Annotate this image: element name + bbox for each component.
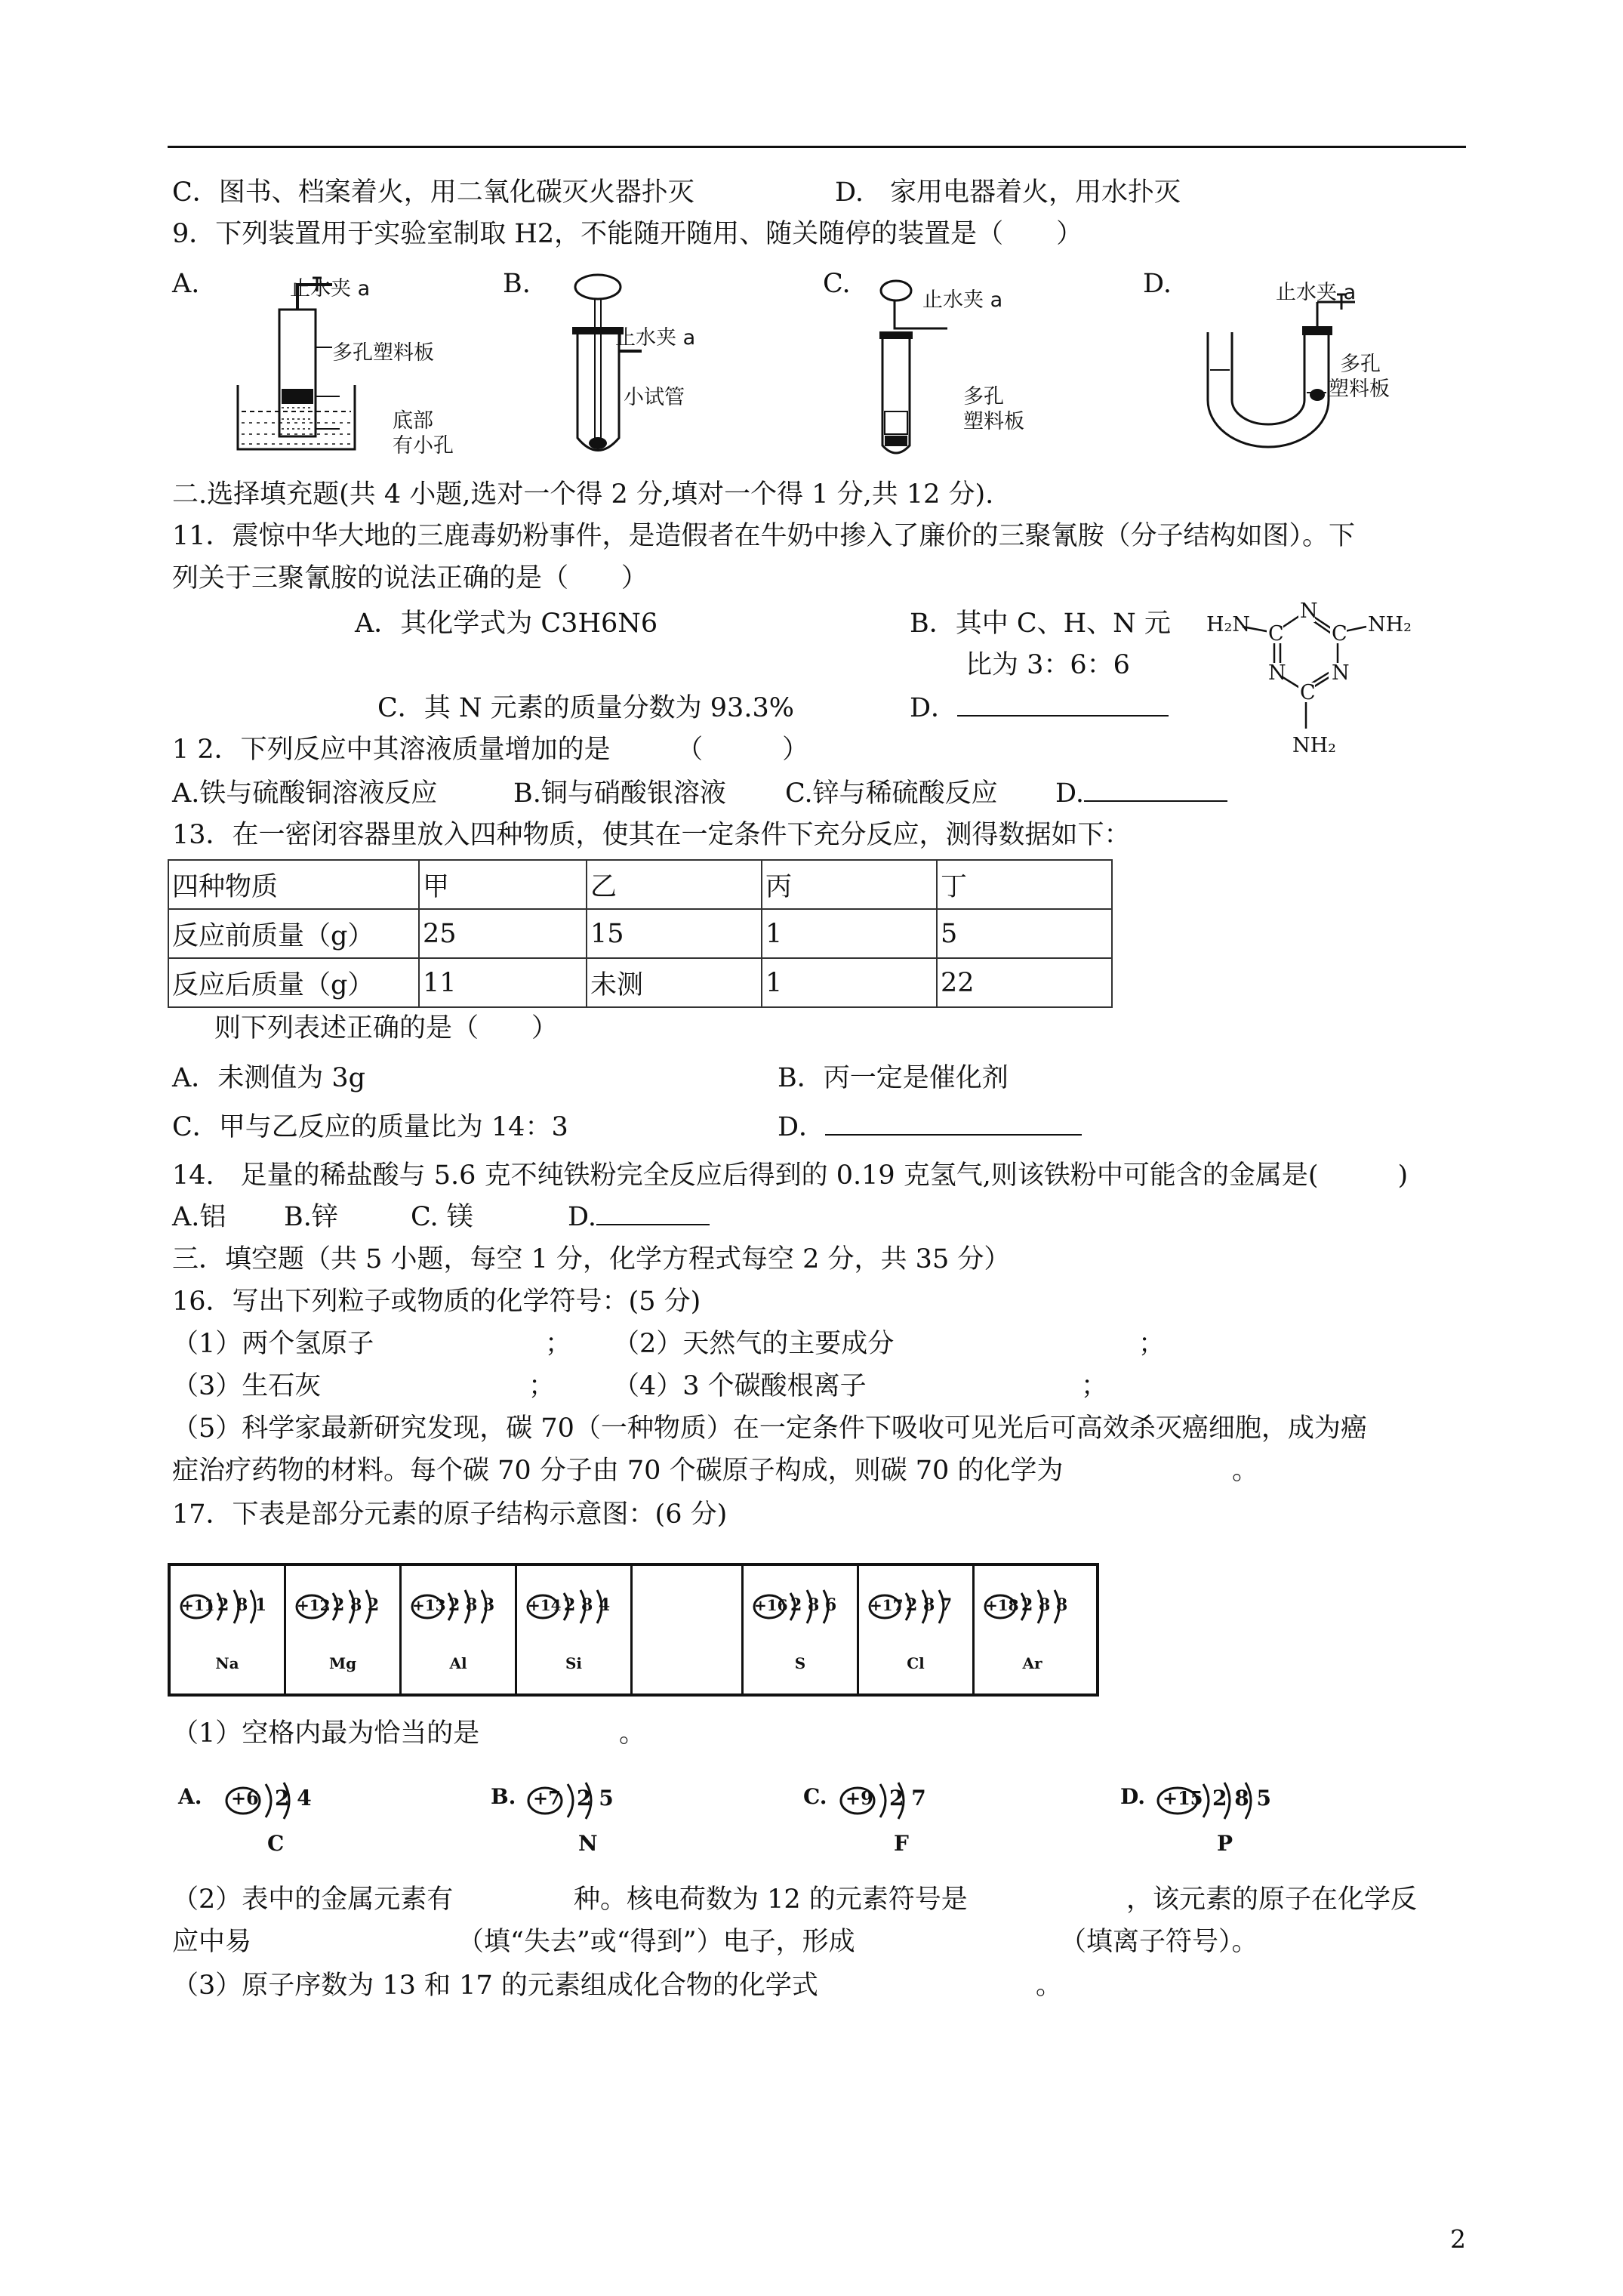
nh2-left: H₂N [1206, 613, 1250, 636]
q9-label-a: A. [172, 269, 200, 299]
ring-n-left: N [1268, 661, 1286, 685]
q14-option-d: D. [568, 1200, 710, 1234]
shell-electrons: 2 8 6 [790, 1595, 837, 1615]
q11-stem-line2: 列关于三聚氰胺的说法正确的是（ ） [172, 563, 648, 593]
q12-option-c: C.锌与稀硫酸反应 [785, 778, 998, 809]
nucleus-charge: +14 [528, 1596, 562, 1614]
q17-option-a [178, 1763, 374, 1861]
plate-d-label-1: 多孔 [1340, 353, 1381, 376]
table-cell: 四种物质 [168, 860, 419, 909]
q12-option-a: A.铁与硫酸铜溶液反应 [172, 778, 438, 809]
q12-stem: 1 2．下列反应中其溶液质量增加的是 （ ） [172, 735, 809, 765]
q14-option-a: A.铝 [172, 1202, 226, 1232]
q16-item-3: （3）生石灰 [172, 1371, 322, 1401]
table-cell: 5 [937, 909, 1112, 958]
nucleus-charge: +18 [985, 1596, 1019, 1614]
q17-part-2-line1-c: ，该元素的原子在化学反 [1126, 1885, 1418, 1915]
page-number: 2 [1450, 2224, 1466, 2254]
element-symbol: Si [565, 1654, 583, 1672]
q16-semi-4: ； [1081, 1371, 1108, 1401]
element-symbol: Na [215, 1654, 239, 1672]
q13-option-b: B．丙一定是催化剂 [778, 1063, 1009, 1093]
q17-stem: 17．下表是部分元素的原子结构示意图：(6 分) [172, 1499, 728, 1530]
table-row [168, 909, 1112, 958]
q16-item-5-line2: 症治疗药物的材料。每个碳 70 分子由 70 个碳原子构成，则碳 70 的化学为 [172, 1456, 1064, 1486]
q13-option-a: A．未测值为 3g [172, 1063, 366, 1093]
ring-n-right: N [1332, 661, 1350, 685]
table-cell: 丙 [762, 860, 937, 909]
clamp-a-label: 止水夹 a [290, 277, 371, 300]
nucleus-charge: +15 [1163, 1787, 1203, 1809]
q14-option-c: C. 镁 [411, 1202, 473, 1232]
element-symbol: Cl [907, 1654, 925, 1672]
q8-option-d: D. 家用电器着火，用水扑灭 [835, 177, 1181, 208]
q16-semi-3: ； [528, 1371, 556, 1401]
q14-option-b: B.锌 [284, 1202, 338, 1232]
shell-electrons: 2 7 [889, 1786, 926, 1811]
table-cell: 甲 [419, 860, 587, 909]
element-symbol: N [578, 1831, 598, 1856]
nucleus-charge: +11 [181, 1596, 215, 1614]
table-cell: 反应前质量（g） [168, 909, 419, 958]
element-cell-blank [633, 1566, 744, 1693]
nucleus-charge: +17 [870, 1596, 904, 1614]
q9-label-c: C. [823, 269, 851, 299]
shell-electrons: 2 8 2 [333, 1595, 380, 1615]
plate-c-label-1: 多孔 [963, 385, 1004, 408]
q9-label-d: D. [1143, 269, 1172, 299]
element-cell-cl [859, 1566, 975, 1693]
element-symbol: P [1217, 1831, 1233, 1856]
nucleus-charge: +6 [231, 1787, 259, 1809]
q17-part-3: （3）原子序数为 13 和 17 的元素组成化合物的化学式 [172, 1971, 818, 2001]
element-cell-na [171, 1566, 286, 1693]
plate-a-label: 多孔塑料板 [332, 341, 434, 365]
table-header-row [168, 860, 1112, 909]
q12-option-b: B.铜与硝酸银溶液 [513, 778, 726, 809]
section-2-heading: 二.选择填充题(共 4 小题,选对一个得 2 分,填对一个得 1 分,共 12 分). [172, 479, 994, 510]
q17-part-1: （1）空格内最为恰当的是 [172, 1718, 480, 1749]
hole-a-label-2: 有小孔 [393, 434, 454, 458]
q14-stem: 14. 足量的稀盐酸与 5.6 克不纯铁粉完全反应后得到的 0.19 克氢气,则该铁粉中可能含的金属是( ) [172, 1160, 1409, 1191]
ring-c-left: C [1268, 622, 1284, 646]
clamp-d-label: 止水夹 a [1276, 281, 1357, 304]
q9-stem: 9．下列装置用于实验室制取 H2，不能随开随用、随关随停的装置是（ ） [172, 219, 1083, 249]
table-cell: 22 [937, 958, 1112, 1007]
q16-stem: 16．写出下列粒子或物质的化学符号：(5 分) [172, 1287, 701, 1317]
ring-n-top: N [1300, 599, 1318, 623]
q17-part-2-line2-c: （填离子符号）。 [1060, 1927, 1258, 1957]
ring-c-bottom: C [1300, 681, 1316, 704]
q8-option-c: C．图书、档案着火，用二氧化碳灭火器扑灭 [172, 177, 694, 208]
q11-option-b-line2: 比为 3：6：6 [965, 650, 1130, 680]
nh2-right: NH₂ [1368, 613, 1412, 636]
element-cell-s [744, 1566, 859, 1693]
element-symbol: Ar [1022, 1654, 1042, 1672]
table-cell: 未测 [587, 958, 762, 1007]
tube-b-label: 小试管 [624, 386, 685, 409]
q11-option-d: D． [910, 692, 1169, 725]
q17-part-2-line2-b: （填“失去”或“得到”）电子，形成 [457, 1927, 855, 1957]
shell-electrons: 2 8 1 [217, 1595, 268, 1615]
element-symbol: Mg [328, 1654, 357, 1672]
element-symbol: C [267, 1831, 285, 1856]
shell-electrons: 2 8 8 [1021, 1595, 1068, 1615]
q11-stem-line1: 11．震惊中华大地的三鹿毒奶粉事件，是造假者在牛奶中掺入了廉价的三聚氰胺（分子结构如图）。下 [172, 521, 1356, 551]
q17-option-d [1120, 1763, 1347, 1861]
option-letter: B. [491, 1784, 516, 1809]
plate-d-label-2: 塑料板 [1329, 378, 1390, 401]
element-symbol: F [894, 1831, 909, 1856]
shell-electrons: 2 8 3 [448, 1595, 495, 1615]
table-row [168, 958, 1112, 1007]
element-cell-al [402, 1566, 517, 1693]
q17-part-3-period: 。 [1036, 1971, 1063, 2001]
q17-option-b [491, 1763, 687, 1861]
clamp-c-label: 止水夹 a [922, 288, 1003, 312]
section-3-heading: 三．填空题（共 5 小题，每空 1 分，化学方程式每空 2 分，共 35 分） [172, 1244, 1011, 1274]
q16-item-5-line1: （5）科学家最新研究发现，碳 70（一种物质）在一定条件下吸收可见光后可高效杀灭癌细胞，成为癌 [172, 1413, 1367, 1444]
q13-option-d: D． [778, 1111, 1082, 1144]
atomic-structure-table [168, 1563, 1099, 1697]
q16-item-4: （4）3 个碳酸根离子 [613, 1371, 867, 1401]
option-letter: C. [803, 1784, 827, 1809]
q17-option-c [803, 1763, 999, 1861]
q17-part-2-line2-a: 应中易 [172, 1927, 252, 1957]
hole-a-label-1: 底部 [393, 409, 433, 433]
q16-item-5-period: 。 [1232, 1456, 1259, 1486]
shell-electrons: 2 8 4 [564, 1595, 611, 1615]
nucleus-charge: +9 [845, 1787, 873, 1809]
table-cell: 乙 [587, 860, 762, 909]
nucleus-charge: +12 [297, 1596, 331, 1614]
q13-ask: 则下列表述正确的是（ ） [214, 1013, 559, 1043]
nh2-bottom: NH₂ [1292, 734, 1336, 757]
table-cell: 25 [419, 909, 587, 958]
q16-item-1: （1）两个氢原子 [172, 1329, 374, 1359]
q16-item-2: （2）天然气的主要成分 [613, 1329, 895, 1359]
apparatus-b-diagram [551, 268, 642, 461]
element-cell-si [517, 1566, 633, 1693]
shell-electrons: 2 8 5 [1212, 1786, 1271, 1811]
header-rule [168, 146, 1466, 148]
element-symbol: S [794, 1654, 806, 1672]
option-letter: A. [178, 1784, 202, 1809]
q16-semi-1: ； [545, 1329, 572, 1359]
option-letter: D. [1120, 1784, 1146, 1809]
shell-electrons: 2 5 [577, 1786, 614, 1811]
q17-part-1-period: 。 [619, 1718, 646, 1749]
q13-data-table [168, 859, 1113, 1008]
table-cell: 11 [419, 958, 587, 1007]
table-cell: 1 [762, 909, 937, 958]
element-symbol: Al [449, 1654, 467, 1672]
q17-part-2-line1-a: （2）表中的金属元素有 [172, 1885, 454, 1915]
q13-option-c: C．甲与乙反应的质量比为 14：3 [172, 1112, 568, 1142]
table-cell: 反应后质量（g） [168, 958, 419, 1007]
q12-option-d: D. [1055, 777, 1227, 810]
q13-stem: 13．在一密闭容器里放入四种物质，使其在一定条件下充分反应，测得数据如下： [172, 820, 1131, 850]
nucleus-charge: +16 [754, 1596, 788, 1614]
q11-option-a: A．其化学式为 C3H6N6 [355, 609, 658, 639]
q17-part-2-line1-b: 种。核电荷数为 12 的元素符号是 [574, 1885, 968, 1915]
table-cell: 丁 [937, 860, 1112, 909]
nucleus-charge: +7 [533, 1787, 561, 1809]
shell-electrons: 2 8 7 [906, 1595, 953, 1615]
plate-c-label-2: 塑料板 [963, 410, 1024, 433]
shell-electrons: 2 4 [275, 1786, 312, 1811]
element-cell-ar [975, 1566, 1090, 1693]
q9-label-b: B. [503, 269, 531, 299]
nucleus-charge: +13 [412, 1596, 446, 1614]
q11-option-b-line1: B．其中 C、H、N 元 [910, 609, 1171, 639]
q11-option-c: C．其 N 元素的质量分数为 93.3% [377, 693, 794, 723]
clamp-b-label: 止水夹 a [615, 326, 696, 350]
element-cell-mg [286, 1566, 402, 1693]
ring-c-right: C [1332, 622, 1347, 646]
q16-semi-2: ； [1138, 1329, 1166, 1359]
table-cell: 1 [762, 958, 937, 1007]
table-cell: 15 [587, 909, 762, 958]
